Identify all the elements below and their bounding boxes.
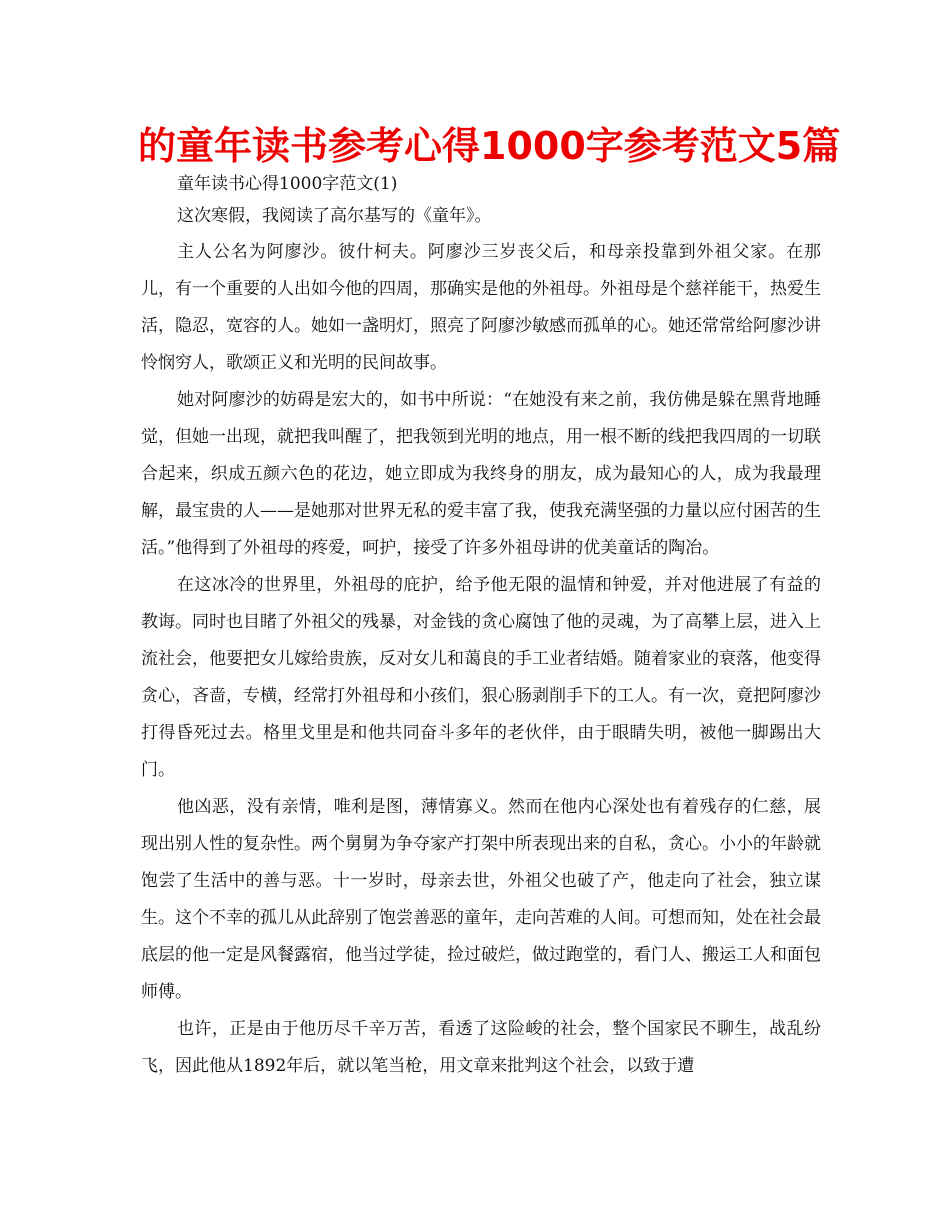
document-title: 的童年读书参考心得1000字参考范文5篇	[138, 124, 841, 168]
paragraph-6: 也许，正是由于他历尽千辛万苦，看透了这险峻的社会，整个国家民不聊生，战乱纷飞，因此他从1892年后，就以笔当枪，用文章来批判这个社会，以致于遭	[141, 1019, 821, 1076]
paragraph-3: 她对阿廖沙的妨碍是宏大的，如书中所说：“在她没有来之前，我仿佛是躲在黑背地睡觉，但她一出现，就把我叫醒了，把我领到光明的地点，用一根不断的线把我四周的一切联合起来，织成五颜六色的花边，她立即成为我终身的朋友，成为最知心的人，成为我最理解，最宝贵的人——是她那对世界无私的爱丰富了我，使我充满坚强的力量以应付困苦的生活。”他得到了外祖母的疼爱，呵护，接受了许多外祖母讲的优美童话的陶冶。	[141, 390, 821, 558]
paragraph-5: 他凶恶，没有亲情，唯利是图，薄情寡义。然而在他内心深处也有着残存的仁慈，展现出别人性的复杂性。两个舅舅为争夺家产打架中所表现出来的自私，贪心。小小的年龄就饱尝了生活中的善与恶。十一岁时，母亲去世，外祖父也破了产，他走向了社会，独立谋生。这个不幸的孤儿从此辞别了饱尝善恶的童年，走向苦难的人间。可想而知，处在社会最底层的他一定是风餐露宿，他当过学徒，捡过破烂，做过跑堂的，看门人、搬运工人和面包师傅。	[141, 797, 821, 1002]
paragraph-1: 这次寒假，我阅读了高尔基写的《童年》。	[177, 206, 492, 226]
section-subtitle: 童年读书心得1000字范文(1)	[177, 174, 398, 194]
paragraph-4: 在这冰冷的世界里，外祖母的庇护，给予他无限的温情和钟爱，并对他进展了有益的教诲。同时也目睹了外祖父的残暴，对金钱的贪心腐蚀了他的灵魂，为了高攀上层，进入上流社会，他要把女儿嫁给贵族，反对女儿和蔼良的手工业者结婚。随着家业的衰落，他变得贪心，吝啬，专横，经常打外祖母和小孩们，狠心肠剥削手下的工人。有一次，竟把阿廖沙打得昏死过去。格里戈里是和他共同奋斗多年的老伙伴，由于眼睛失明，被他一脚踢出大门。	[141, 575, 821, 780]
document-body	[141, 168, 821, 1085]
paragraph-2: 主人公名为阿廖沙。彼什柯夫。阿廖沙三岁丧父后，和母亲投靠到外祖父家。在那儿，有一个重要的人出如今他的四周，那确实是他的外祖母。外祖母是个慈祥能干，热爱生活，隐忍，宽容的人。她如一盏明灯，照亮了阿廖沙敏感而孤单的心。她还常常给阿廖沙讲怜悯穷人，歌颂正义和光明的民间故事。	[141, 242, 821, 373]
